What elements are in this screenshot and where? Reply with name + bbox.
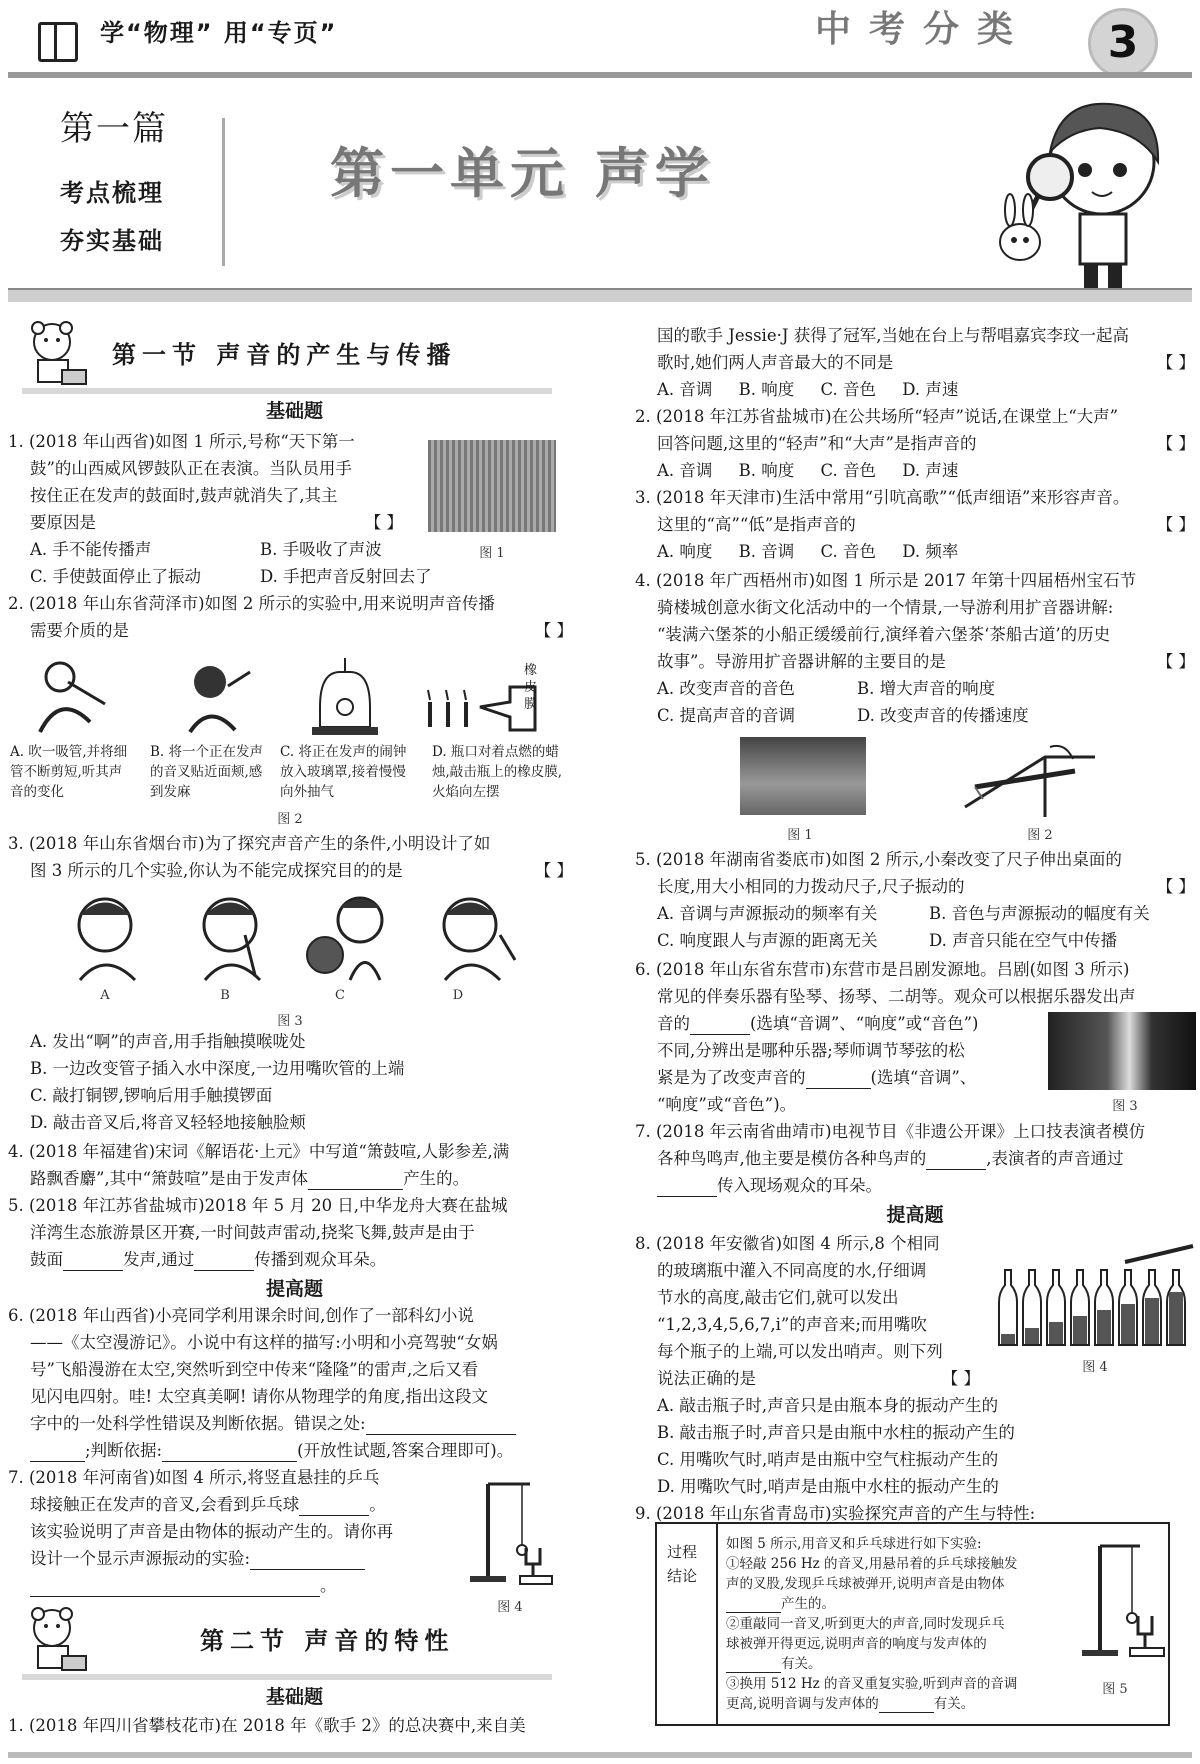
bottle-water [1049, 1322, 1063, 1344]
question-3-options: A. 发出“啊”的声音,用手指触摸喉咙处 B. 一边改变管子插入水中深度,一边用嘴吹管的上端 C. 敲打铜锣,锣响后用手触摸锣面 D. 敲击音叉后,将音叉轻轻地接触脸颊 [30, 1032, 405, 1132]
unit-title: 第一单元 声学 [330, 142, 715, 205]
part-subtitle-2: 夯实基础 [60, 227, 164, 255]
q5-blank-1[interactable] [63, 1251, 123, 1271]
figure-2-caption-d: D. 瓶口对着点燃的蜡烛,敲击瓶上的橡皮膜,火焰向左摆 [432, 744, 563, 800]
lu-opera-photo [1048, 1012, 1196, 1090]
s2-figure-4-caption: 图 4 [1082, 1360, 1108, 1375]
question-4: 4. (2018 年福建省)宋词《解语花·上元》中写道“箫鼓喧,人影参差,满 路飘香麝”,其中“箫鼓喧”是由于发声体 产生的。 [8, 1142, 510, 1188]
page-number: 3 [1088, 8, 1158, 78]
header-divider [8, 72, 1192, 78]
q6-blank-2[interactable] [30, 1442, 85, 1462]
part-subtitle-1: 考点梳理 [60, 179, 164, 207]
figure-2-caption-b: B. 将一个正在发声的音叉贴近面颊,感到发麻 [150, 744, 264, 800]
s2-question-8: 8. (2018 年安徽省)如图 4 所示,8 个相同 的玻璃瓶中灌入不同高度的水,仔细调 节水的高度,敲击它们,就可以发出 “1,2,3,4,5,6,7,i”的声音来;而用嘴吹 每个瓶子的上端,可以发出哨声。则下列 说法正确的是 【 】 [635, 1234, 980, 1388]
cartoon-girl-icon [980, 92, 1190, 292]
s2-figure-5-caption: 图 5 [1102, 1682, 1128, 1697]
section-2-title: 第二节 声音的特性 [200, 1627, 455, 1655]
figure-2-caption-c: C. 将正在发声的闹钟放入玻璃罩,接着慢慢向外抽气 [280, 744, 407, 800]
figure-4-caption-left: 图 4 [497, 1600, 523, 1615]
experiment-table-divider [716, 1524, 718, 1724]
s2q7-blank-2[interactable] [657, 1177, 717, 1197]
bear-reading-icon-2 [22, 1604, 90, 1674]
s2-question-2: 2. (2018 年江苏省盐城市)在公共场所“轻声”说话,在课堂上“大声” 回答问题,这里的“轻声”和“大声”是指声音的 【 】 A. 音调 B. 响度 C. 音色 D. 声速 [635, 407, 1195, 480]
bear-reading-icon [22, 318, 90, 388]
tuning-fork-stand-icon-2 [1070, 1538, 1170, 1668]
s2-question-6: 6. (2018 年山东省东营市)东营市是吕剧发源地。吕剧(如图 3 所示) 常见的伴奏乐器有坠琴、扬琴、二胡等。观众可以根据乐器发出声 音的 (选填“音调”、“响度”或“音色”) 不同,分辨出是哪种乐器;琴师调节琴弦的松 紧是为了改变声音的 (选填“音调”、 “响度”或“音色”)。 [635, 960, 1136, 1114]
part-label: 第一篇 [60, 109, 168, 149]
book-logo-icon [38, 22, 78, 62]
q7-blank-3[interactable] [30, 1577, 320, 1597]
s2q9-blank-3[interactable] [879, 1697, 934, 1713]
s2-figure-3-caption: 图 3 [1112, 1099, 1138, 1114]
question-5: 5. (2018 年江苏省盐城市)2018 年 5 月 20 日,中华龙舟大赛在盐城 洋湾生态旅游景区开赛,一时间鼓声雷动,挠桨飞舞,鼓声是由于 鼓面 发声,通过 传播到观众耳朵。 [8, 1196, 508, 1269]
section-2-adv-heading: 提高题 [886, 1204, 944, 1226]
bottle-water [1097, 1310, 1111, 1344]
section-1-bar [22, 388, 552, 394]
s2-question-3: 3. (2018 年天津市)生活中常用“引吭高歌”“低声细语”来形容声音。 这里的“高”“低”是指声音的 【 】 A. 响度 B. 音调 C. 音色 D. 频率 [635, 488, 1195, 561]
bottle-water [1001, 1334, 1015, 1344]
tuning-fork-stand-icon [460, 1476, 560, 1594]
q4-blank[interactable] [308, 1170, 403, 1190]
s2-question-1-start: 1. (2018 年四川省攀枝花市)在 2018 年《歌手 2》的总决赛中,来自美 [8, 1716, 526, 1735]
header-slogan: 学“物理” 用“专页” [100, 19, 338, 47]
question-7: 7. (2018 年河南省)如图 4 所示,将竖直悬挂的乒乓 球接触正在发声的音叉,会看到乒乓球 。 该实验说明了声音是由物体的振动产生的。请你再 设计一个显示声源振动的实验: 。 [8, 1468, 393, 1595]
section-1-basic-heading: 基础题 [265, 400, 323, 422]
figure-2-caption-a: A. 吹一吸管,并将细管不断剪短,听其声音的变化 [10, 744, 128, 800]
rubber-membrane-label: 橡皮膜 [524, 663, 538, 712]
drum-team-photo [428, 440, 556, 532]
s2q6-blank-2[interactable] [806, 1069, 871, 1089]
water-street-photo [740, 737, 866, 815]
s2-question-8-options: A. 敲击瓶子时,声音只是由瓶本身的振动产生的 B. 敲击瓶子时,声音只是由瓶中水柱的振动产生的 C. 用嘴吹气时,哨声是由瓶中空气柱振动产生的 D. 用嘴吹气时,哨声是由瓶中水柱的振动产生的 [657, 1396, 1015, 1496]
header-category: 中考分类 [815, 9, 1032, 50]
figure-3-illustrations [60, 890, 530, 985]
bottle-water [1169, 1292, 1183, 1344]
footer-divider [8, 1752, 1192, 1758]
question-6: 6. (2018 年山西省)小亮同学利用课余时间,创作了一部科幻小说 ——《太空漫游记》。小说中有这样的描写:小明和小亮驾驶“女娲 号”飞船漫游在太空,突然听到空中传来“隆隆”的雷声,之后又看 见闪电四射。哇! 太空真美啊! 请你从物理学的角度,指出这段文 字中的一处科学性错误及判断依据。错误之处: ;判断依据: (开放性试题,答案合理即可)。 [8, 1302, 573, 1464]
s2-question-9: 9. (2018 年山东省青岛市)实验探究声音的产生与特性: [635, 1504, 1036, 1523]
eight-bottles-icon [995, 1240, 1195, 1350]
section-1-title: 第一节 声音的产生与传播 [112, 341, 457, 369]
q6-blank-1[interactable] [366, 1415, 516, 1435]
banner-divider-bottom [8, 288, 1192, 302]
bottle-water [1121, 1304, 1135, 1344]
q7-blank-1[interactable] [299, 1496, 369, 1516]
figure-3-label-c: C [335, 988, 345, 1003]
q5-blank-2[interactable] [194, 1251, 254, 1271]
section-1-adv-heading: 提高题 [265, 1278, 323, 1300]
question-3: 3. (2018 年山东省烟台市)为了探究声音产生的条件,小明设计了如 图 3 所示的几个实验,你认为不能完成探究目的的是 【 】 [8, 834, 573, 880]
section-2-basic-heading: 基础题 [265, 1686, 323, 1708]
question-1: 1. (2018 年山西省)如图 1 所示,号称“天下第一 鼓”的山西威风锣鼓队正在表演。当队员用手 按住正在发声的鼓面时,鼓声就消失了,其主 要原因是 【 】 A. 手不能传播声 B. 手吸收了声波 C. 手使鼓面停止了振动 D. 手把声音反射回去了 [8, 432, 432, 586]
s2q9-blank-1[interactable] [726, 1597, 781, 1613]
bottle-water [1073, 1316, 1087, 1344]
figure-3-label-b: B [220, 988, 230, 1003]
s2q6-blank-1[interactable] [690, 1015, 750, 1035]
s2-question-5: 5. (2018 年湖南省娄底市)如图 2 所示,小秦改变了尺子伸出桌面的 长度,用大小相同的力拨动尺子,尺子振动的 【 】 A. 音调与声源振动的频率有关 B. 音色与声源振动的幅度有关 C. 响度跟人与声源的距离无关 D. 声音只能在空气中传播 [635, 850, 1195, 950]
bottle [999, 1270, 1017, 1345]
figure-3-caption: 图 3 [277, 1014, 303, 1029]
bottle-water [1145, 1298, 1159, 1344]
figure-1-caption: 图 1 [479, 546, 505, 561]
experiment-text: 如图 5 所示,用音叉和乒乓球进行如下实验: ①轻敲 256 Hz 的音叉,用悬吊着的乒乓球接触发 声的叉股,发现乒乓球被弹开,说明声音是由物体 产生的。 ②重敲同一音叉,听到更大的声音,同时发现乒乓 球被弹开得更远,说明声音的响度与发声体的 有关。 ③换用 512 Hz 的音叉重复实验,听到声音的音调 更高,说明音调与发声体的 有关。 [726, 1536, 1018, 1712]
s2q7-blank-1[interactable] [926, 1150, 986, 1170]
figure-2-caption: 图 2 [277, 812, 303, 827]
s2-question-1-cont: 国的歌手 Jessie·J 获得了冠军,当她在台上与帮唱嘉宾李玟一起高 歌时,她们两人声音最大的不同是 【 】 A. 音调 B. 响度 C. 音色 D. 声速 [657, 326, 1195, 399]
s2q9-blank-2[interactable] [726, 1657, 781, 1673]
section-2-bar [22, 1674, 552, 1680]
bottle-water [1025, 1328, 1039, 1344]
figure-3-label-a: A [100, 988, 110, 1003]
figure-2-illustrations [30, 652, 570, 742]
q7-blank-2[interactable] [250, 1550, 365, 1570]
s2-question-7: 7. (2018 年云南省曲靖市)电视节目《非遗公开课》上口技表演者模仿 各种鸟鸣声,他主要是模仿各种鸟声的 ,表演者的声音通过 传入现场观众的耳朵。 [635, 1122, 1146, 1195]
experiment-row-label: 过程结论 [667, 1543, 698, 1585]
s2-question-4: 4. (2018 年广西梧州市)如图 1 所示是 2017 年第十四届梧州宝石节 骑楼城创意水街文化活动中的一个情景,一导游利用扩音器讲解: “装满六堡茶的小船正缓缓前行,演绎着六堡茶‘茶船古道’的历史 故事”。导游用扩音器讲解的主要目的是 【 】 A. 改变声音的音色 B. 增大声音的响度 C. 提高声音的音调 D. 改变声音的传播速度 [635, 571, 1195, 725]
s2-figure-2-caption: 图 2 [1027, 828, 1053, 843]
ruler-on-table-icon [955, 737, 1095, 817]
figure-3-label-d: D [452, 988, 464, 1003]
banner-divider [222, 118, 225, 266]
q6-blank-3[interactable] [162, 1442, 297, 1462]
question-2: 2. (2018 年山东省菏泽市)如图 2 所示的实验中,用来说明声音传播 需要介质的是 【 】 [8, 594, 573, 640]
s2-figure-1-caption: 图 1 [787, 828, 813, 843]
